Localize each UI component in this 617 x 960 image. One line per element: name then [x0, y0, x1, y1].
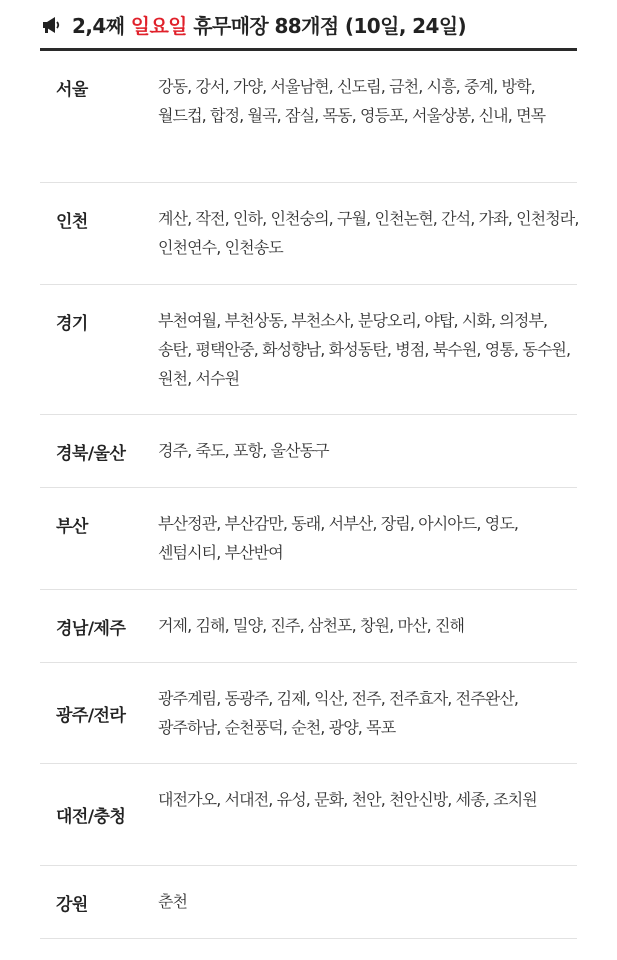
store-list: 계산, 작전, 인하, 인천숭의, 구월, 인천논현, 간석, 가좌, 인천청라, 인천연수, 인천송도 — [158, 209, 579, 257]
page-title — [72, 10, 466, 39]
region-row-gwangju-jeolla — [40, 663, 577, 764]
region-name: 경남/제주 — [56, 619, 126, 639]
store-list: 광주계림, 동광주, 김제, 익산, 전주, 전주효자, 전주완산, 광주하남, 순천풍덕, 순천, 광양, 목포 — [158, 689, 519, 737]
region-name: 광주/전라 — [56, 706, 126, 726]
region-name: 서울 — [56, 80, 88, 100]
region-name: 경북/울산 — [56, 444, 126, 464]
title-suffix: 휴무매장 88개점 (10일, 24일) — [186, 14, 467, 38]
region-row-gyeongbuk-ulsan — [40, 415, 577, 488]
region-row-busan — [40, 488, 577, 590]
megaphone-icon — [40, 14, 62, 36]
store-list: 거제, 김해, 밀양, 진주, 삼천포, 창원, 마산, 진해 — [158, 616, 465, 635]
region-name: 부산 — [56, 517, 88, 537]
region-row-daejeon-chungcheong — [40, 764, 577, 866]
store-list: 경주, 죽도, 포항, 울산동구 — [158, 441, 329, 460]
region-row-gangwon — [40, 866, 577, 939]
store-list: 춘천 — [158, 892, 188, 911]
store-list: 대전가오, 서대전, 유성, 문화, 천안, 천안신방, 세종, 조치원 — [158, 790, 537, 809]
title-highlight: 일요일 — [130, 14, 187, 38]
region-row-incheon — [40, 183, 577, 285]
region-name: 경기 — [56, 314, 88, 334]
store-list: 강동, 강서, 가양, 서울남현, 신도림, 금천, 시흥, 중계, 방학, 월드컵, 합정, 월곡, 잠실, 목동, 영등포, 서울상봉, 신내, 면목 — [158, 77, 546, 125]
region-name: 대전/충청 — [56, 807, 126, 827]
region-row-gyeongnam-jeju — [40, 590, 577, 663]
page-header — [40, 0, 577, 49]
title-prefix: 2,4째 — [72, 14, 131, 38]
region-row-gyeonggi — [40, 285, 577, 415]
region-row-seoul — [40, 51, 577, 183]
store-list: 부천여월, 부천상동, 부천소사, 분당오리, 야탑, 시화, 의정부, 송탄, 평택안중, 화성향남, 화성동탄, 병점, 북수원, 영통, 동수원, 원천, 서수원 — [158, 311, 571, 388]
region-name: 강원 — [56, 895, 88, 915]
region-name: 인천 — [56, 212, 88, 232]
store-list: 부산정관, 부산감만, 동래, 서부산, 장림, 아시아드, 영도, 센텀시티, 부산반여 — [158, 514, 519, 562]
